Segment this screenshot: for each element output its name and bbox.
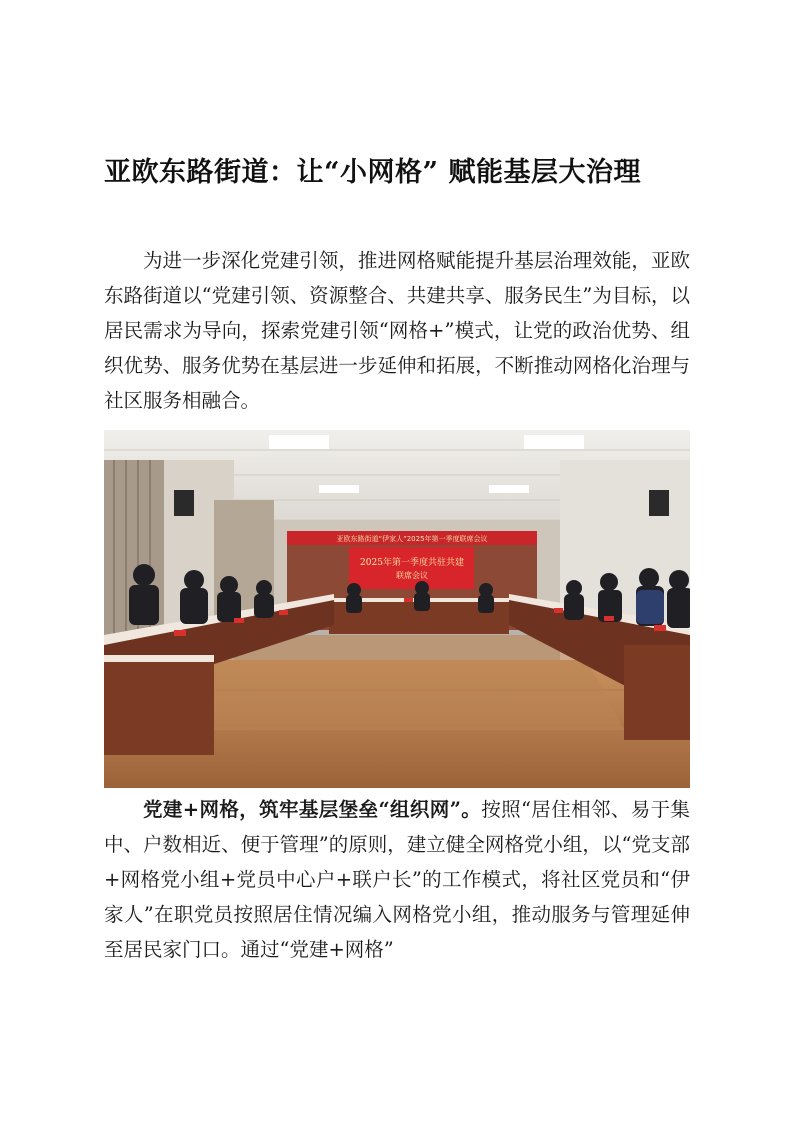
section-paragraph: [104, 792, 690, 967]
article-title: 亚欧东路街道：让“小网格” 赋能基层大治理: [104, 157, 641, 188]
section-heading: 党建+网格，筑牢基层堡垒“组织网”。: [143, 798, 482, 821]
intro-paragraph: 为进一步深化党建引领，推进网格赋能提升基层治理效能，亚欧东路街道以“党建引领、资源整合、共建共享、服务民生”为目标，以居民需求为导向，探索党建引领“网格+”模式，让党的政治优势、组织优势、服务优势在基层进一步延伸和拓展，不断推动网格化治理与社区服务相融合。: [104, 249, 690, 412]
meeting-photo: [104, 430, 690, 788]
screen-line-2: 联席会议: [396, 571, 428, 580]
section-body: 按照“居住相邻、易于集中、户数相近、便于管理”的原则，建立健全网格党小组，以“党支部+网格党小组+党员中心户+联户长”的工作模式，将社区党员和“伊家人”在职党员按照居住情况编入网格党小组，推动服务与管理延伸至居民家门口。通过“党建+网格”: [104, 798, 690, 961]
banner-text: 亚欧东路街道“伊家人”2025年第一季度联席会议: [336, 535, 488, 543]
screen-line-1: 2025年第一季度共驻共建: [360, 558, 464, 568]
